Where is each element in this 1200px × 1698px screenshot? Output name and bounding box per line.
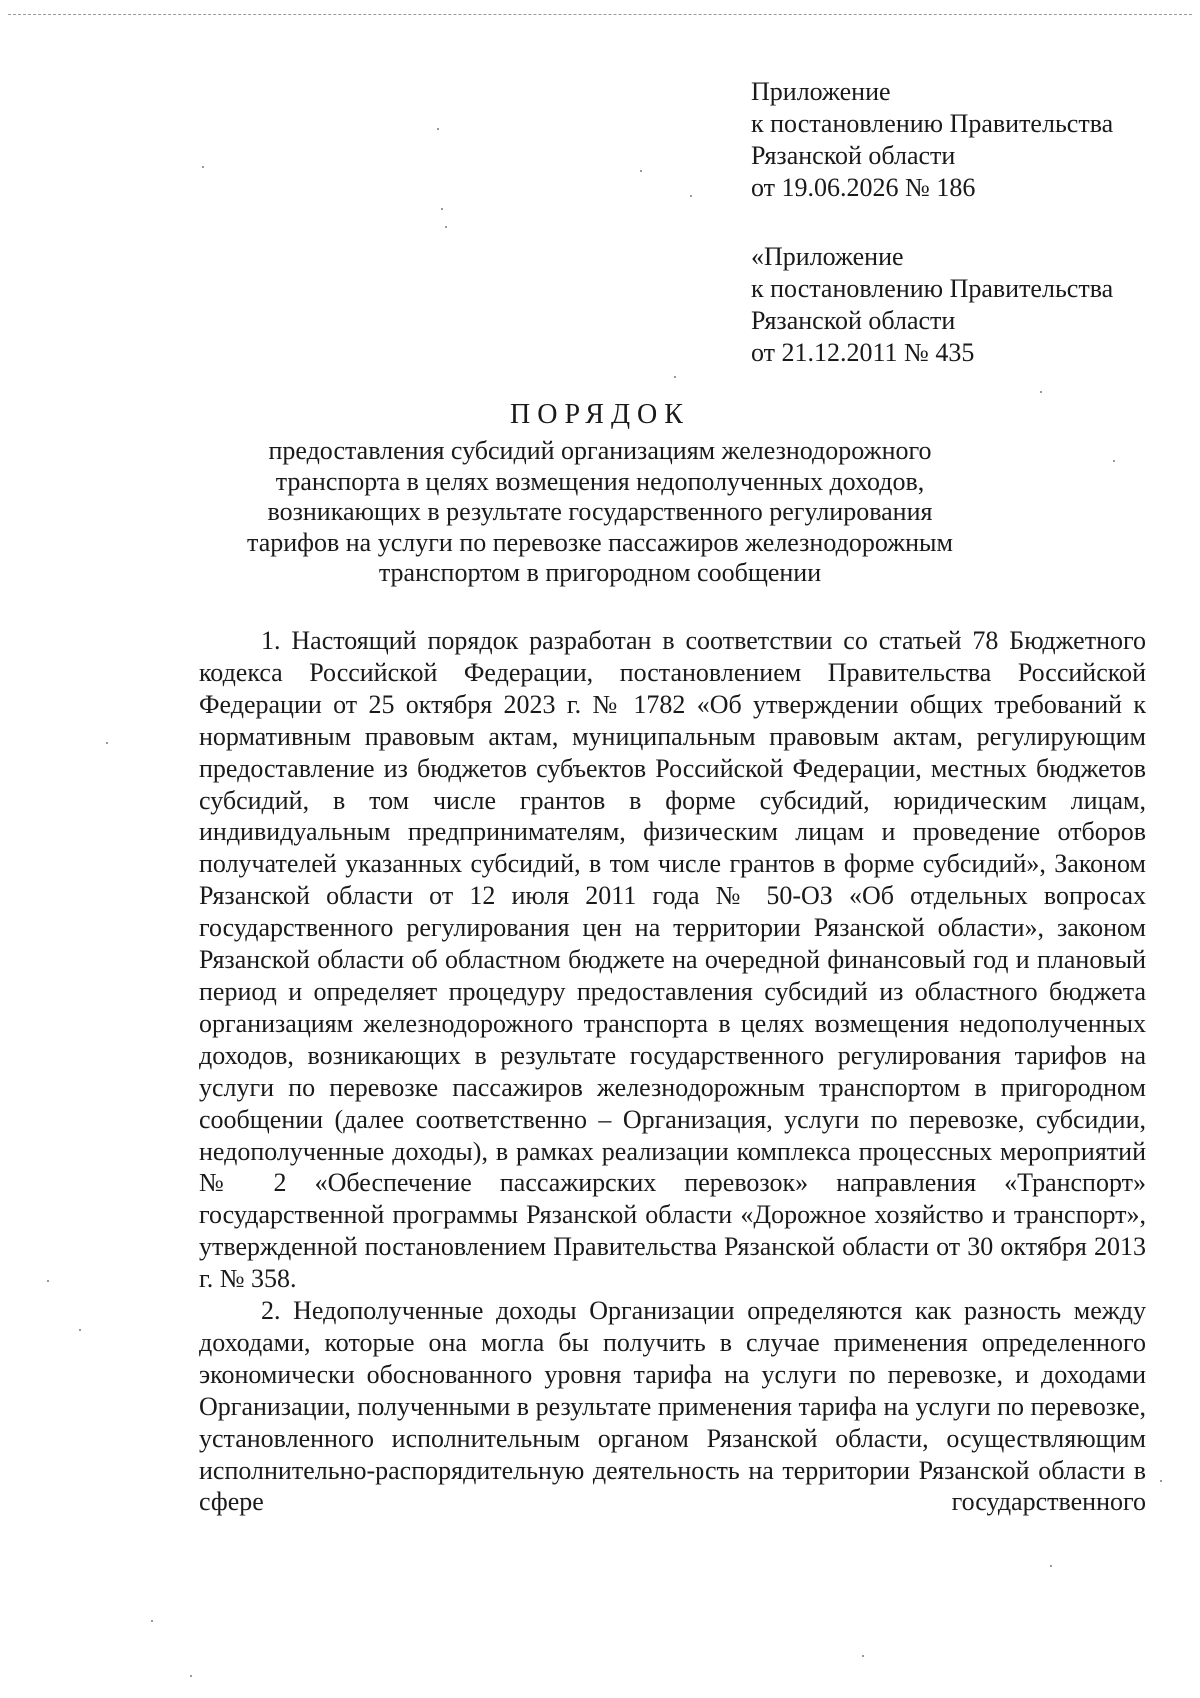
scan-speck (674, 376, 676, 378)
document-subtitle (150, 436, 1050, 589)
scan-speck (190, 1675, 192, 1677)
paragraph-1: 1. Настоящий порядок разработан в соответствии со статьей 78 Бюджетного кодекса Российской Федерации, постановлением Правительства Российской Федерации от 25 октября 2023 г. № 1782 «Об утверждении общих требований к нормативным правовым актам, муниципальным правовым актам, регулирующим предоставление из бюджетов субъектов Российской Федерации, местных бюджетов субсидий, в том числе грантов в форме субсидий, юридическим лицам, индивидуальным предпринимателям, физическим лицам и проведение отборов получателей указанных субсидий, в том числе грантов в форме субсидий», Законом Рязанской области от 12 июля 2011 года № 50-ОЗ «Об отдельных вопросах государственного регулирования цен на территории Рязанской области», законом Рязанской области об областном бюджете на очередной финансовый год и плановый период и определяет процедуру предоставления субсидий из областного бюджета организациям железнодорожного транспорта в целях возмещения недополученных доходов, возникающих в результате государственного регулирования тарифов на услуги по перевозке пассажиров железнодорожным транспортом в пригородном сообщении (далее соответственно – Организация, услуги по перевозке, субсидии, недополученные доходы), в рамках реализации комплекса процессных мероприятий № 2 «Обеспечение пассажирских перевозок» направления «Транспорт» государственной программы Рязанской области «Дорожное хозяйство и транспорт», утвержденной постановлением Правительства Рязанской области от 30 октября 2013 г. № 358. (199, 626, 1146, 1294)
appendix-header-line: Рязанской области (751, 306, 956, 335)
subtitle-line: транспортом в пригородном сообщении (378, 558, 822, 587)
scan-speck (1040, 391, 1042, 393)
scan-speck (47, 1280, 49, 1282)
appendix-header-original (751, 241, 1113, 369)
subtitle-line: транспорта в целях возмещения недополученных доходов, (275, 466, 925, 496)
scan-speck (441, 208, 443, 210)
appendix-header-line: от 19.06.2026 № 186 (751, 173, 976, 202)
scan-speck (690, 195, 692, 197)
document-title-block (150, 398, 1050, 589)
scan-speck (106, 742, 108, 744)
scan-speck (862, 1655, 864, 1657)
scan-top-edge (8, 14, 1192, 15)
scan-speck (79, 1329, 81, 1331)
scan-speck (151, 1620, 153, 1622)
scan-speck (640, 170, 642, 172)
subtitle-line: возникающих в результате государственного регулирования (267, 497, 933, 526)
appendix-header-line: к постановлению Правительства (751, 109, 1114, 138)
scan-speck (202, 166, 204, 168)
paragraph-2: 2. Недополученные доходы Организации определяются как разность между доходами, которые она могла бы получить в случае применения определенного экономически обоснованного уровня тарифа на услуги по перевозке, и доходами Организации, полученными в результате применения тарифа на услуги по перевозке, установленного исполнительным органом Рязанской области, осуществляющим исполнительно-распорядительную деятельность на территории Рязанской области в сфере государственного (199, 1296, 1146, 1517)
scan-speck (1113, 460, 1115, 462)
scan-speck (1050, 1565, 1052, 1567)
scan-speck (1160, 1480, 1162, 1482)
document-body (199, 625, 1146, 1518)
appendix-header-line: Приложение (751, 77, 891, 106)
subtitle-line: предоставления субсидий организациям железнодорожного (268, 436, 932, 465)
scan-speck (445, 226, 447, 228)
subtitle-line: тарифов на услуги по перевозке пассажиров железнодорожным (247, 527, 953, 557)
appendix-header-line: «Приложение (751, 242, 904, 271)
appendix-header-current (751, 76, 1113, 204)
appendix-header-line: от 21.12.2011 № 435 (751, 338, 975, 367)
document-title: ПОРЯДОК (510, 399, 690, 430)
scan-speck (437, 128, 439, 130)
appendix-header-line: к постановлению Правительства (751, 274, 1114, 303)
appendix-header-line: Рязанской области (751, 141, 956, 170)
